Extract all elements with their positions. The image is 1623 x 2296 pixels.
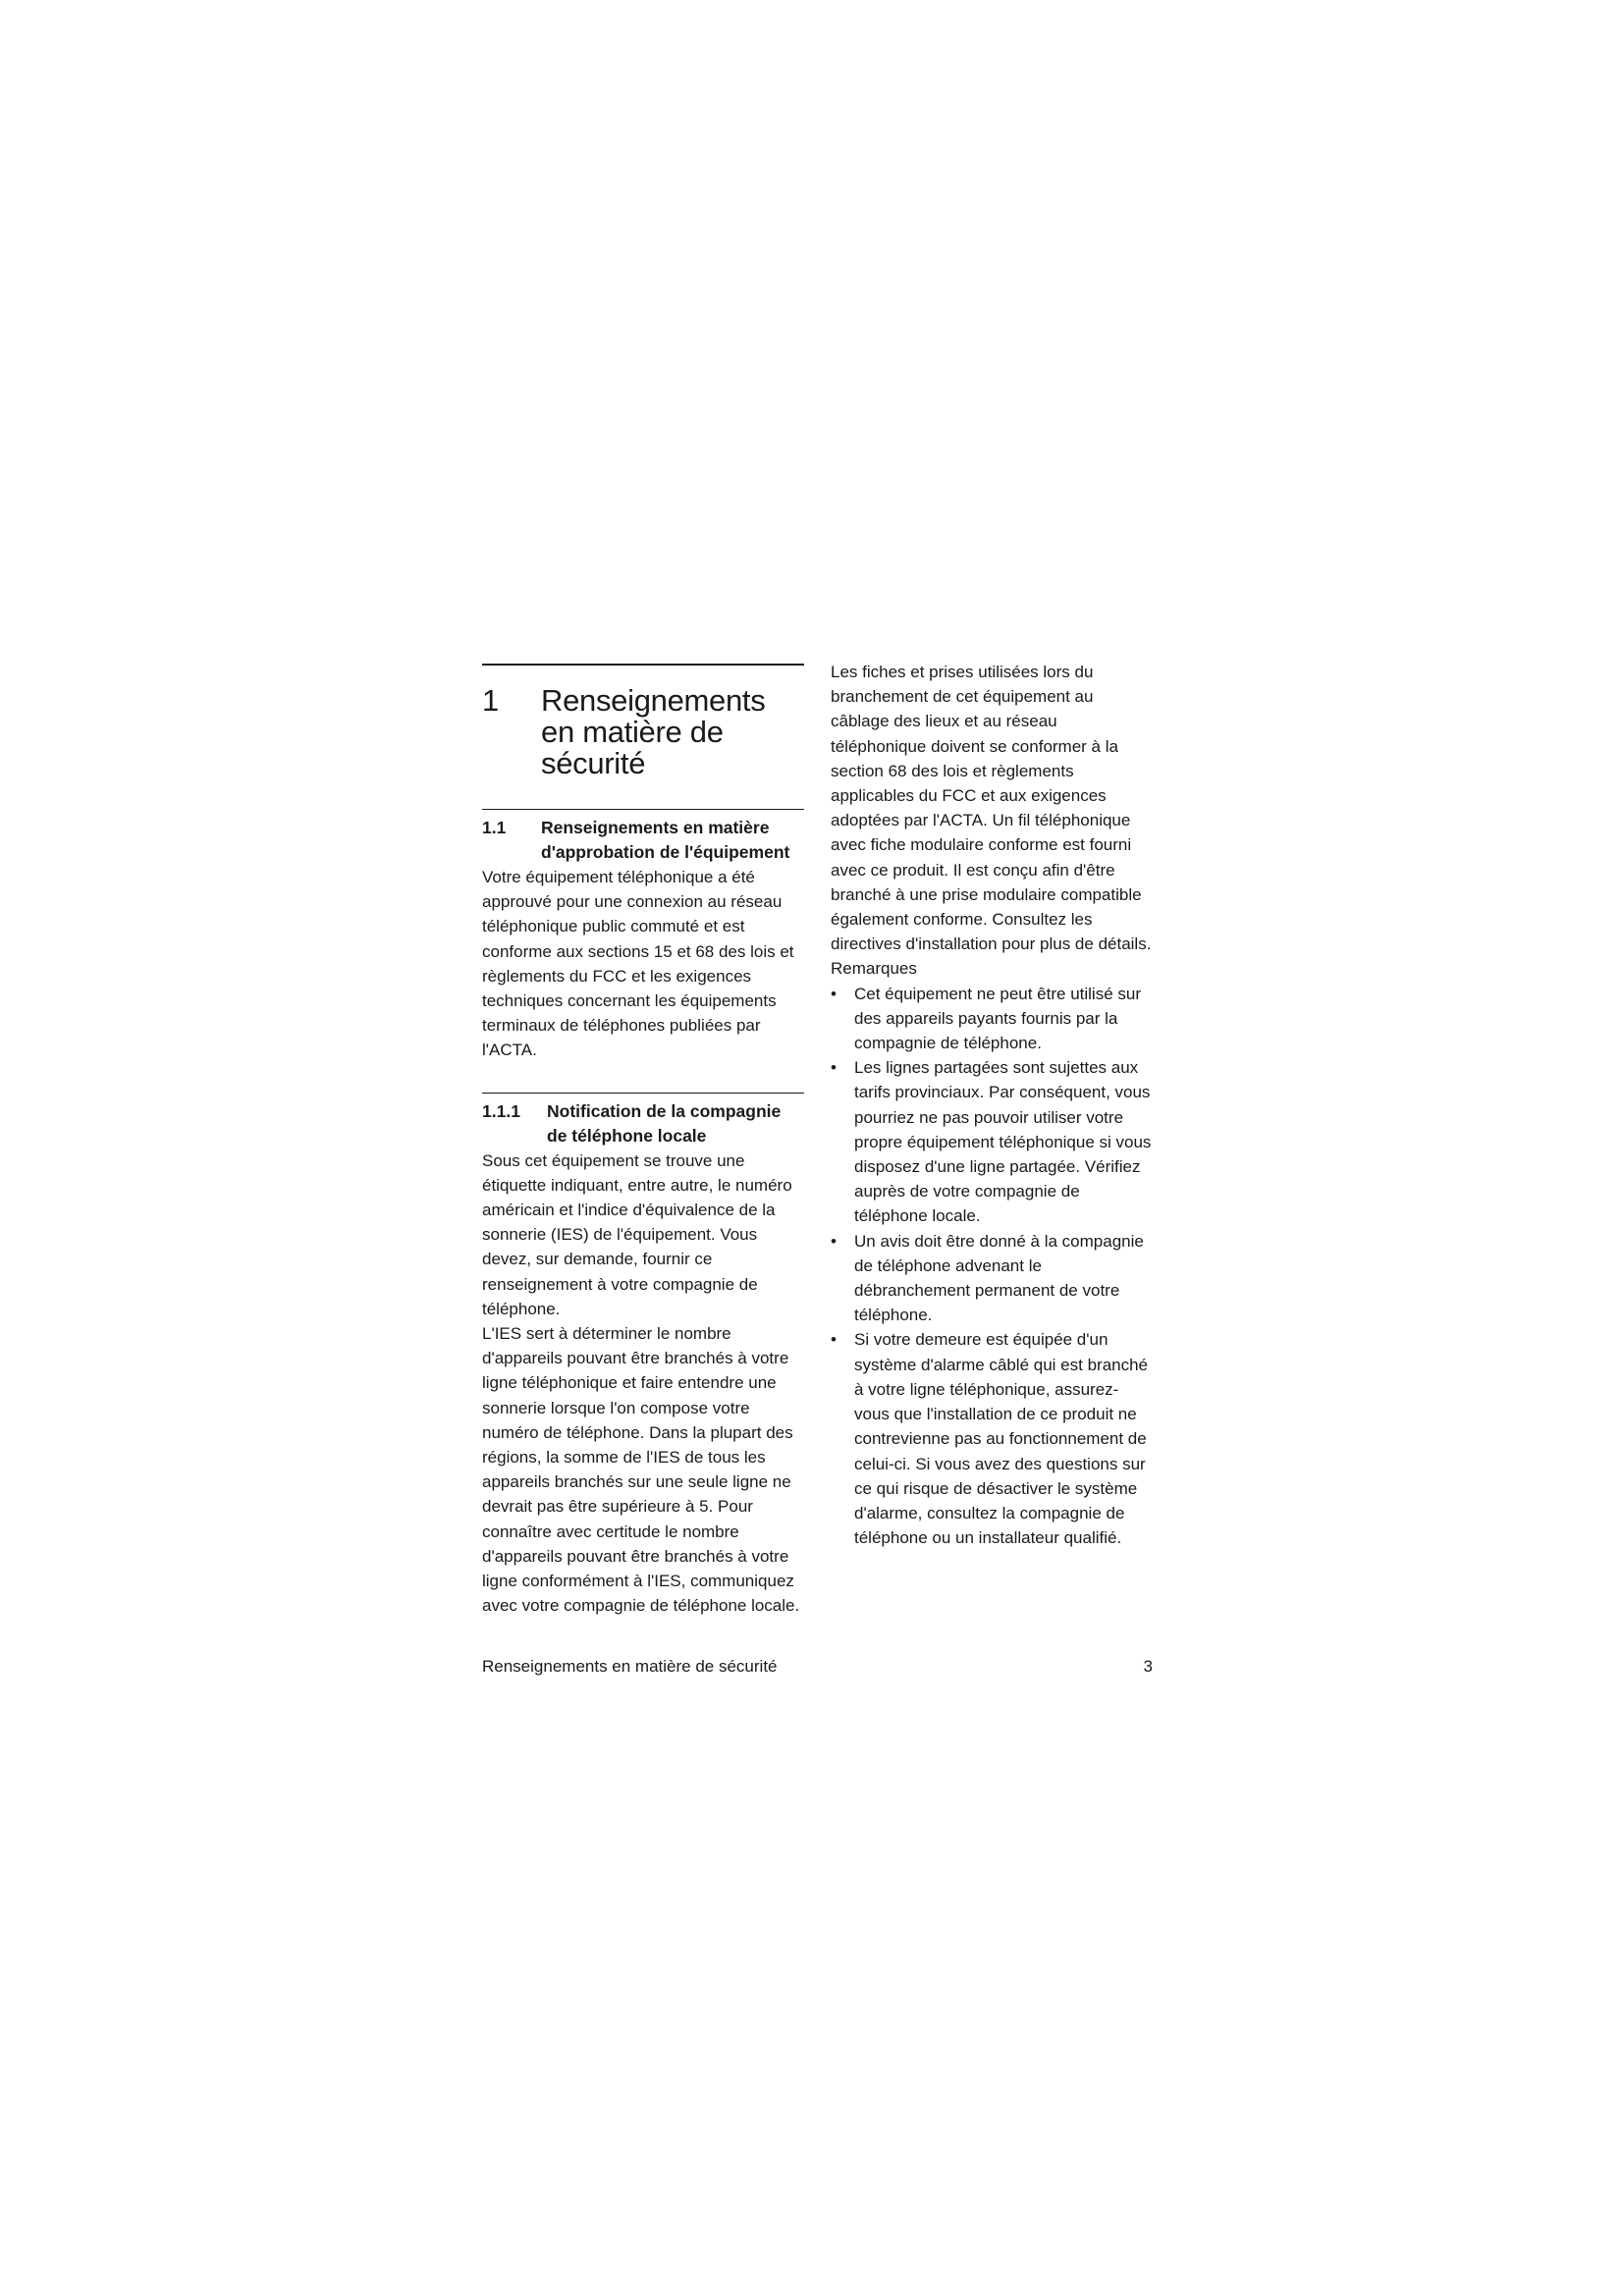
- section-1-1-title: Renseignements en matière d'approbation de l'équipement: [541, 818, 790, 862]
- plugs-intro-paragraph: Les fiches et prises utilisées lors du branchement de cet équipement au câblage des lieux et au réseau téléphonique doivent se conformer à la section 68 des lois et règlements applicables du FCC et aux exigences adoptées par l'ACTA. Un fil téléphonique avec fiche modulaire conforme est fourni avec ce produit. Il est conçu afin d'être branché à une prise modulaire compatible également conforme. Consultez les directives d'installation pour plus de détails.: [831, 663, 1152, 954]
- chapter-top-rule: [482, 664, 804, 666]
- list-item: [831, 1055, 1153, 1228]
- section-1-1-number: 1.1: [482, 818, 507, 837]
- chapter-heading: [482, 685, 804, 779]
- section-1-1-heading: [482, 816, 804, 865]
- bullet-icon: •: [831, 984, 837, 1003]
- remarks-list: [831, 982, 1153, 1551]
- list-item: [831, 982, 1153, 1056]
- section-1-1-1-number: 1.1.1: [482, 1100, 520, 1121]
- page-number: 3: [1143, 1657, 1153, 1676]
- section-1-1-1-body-2: L'IES sert à déterminer le nombre d'appareils pouvant être branchés à votre ligne téléphonique et faire entendre une sonnerie lorsque l'on compose votre numéro de téléphone. Dans la plupart des régions, la somme de l'IES de tous les appareils branchés sur une seule ligne ne devrait pas être supérieure à 5. Pour connaître avec certitude le nombre d'appareils pouvant être branchés à votre ligne conformément à l'IES, communiquez avec votre compagnie de téléphone locale.: [482, 1324, 800, 1616]
- bullet-icon: •: [831, 1058, 837, 1078]
- page-footer: [482, 1655, 1153, 1679]
- list-item-text: Si votre demeure est équipée d'un système d'alarme câblé qui est branché à votre ligne téléphonique, assurez-vous que l'installation de ce produit ne contrevienne pas au fonctionnement de celui-ci. Si vous avez des questions sur ce qui risque de désactiver le système d'alarme, consultez la compagnie de téléphone ou un installateur qualifié.: [854, 1330, 1149, 1548]
- chapter-title: Renseignements en matière de sécurité: [541, 683, 766, 780]
- right-column: [831, 660, 1153, 1550]
- list-item-text: Cet équipement ne peut être utilisé sur des appareils payants fournis par la compagnie de téléphone.: [854, 984, 1142, 1053]
- list-item-text: Les lignes partagées sont sujettes aux tarifs provinciaux. Par conséquent, vous pourriez ne pas pouvoir utiliser votre propre équipement téléphonique si vous disposez d'une ligne partagée. Vérifiez auprès de votre compagnie de téléphone locale.: [854, 1058, 1152, 1226]
- bullet-icon: •: [831, 1231, 837, 1251]
- remarks-label: Remarques: [831, 959, 917, 979]
- section-1-1-rule: [482, 809, 804, 810]
- section-1-1-1-rule: [482, 1093, 804, 1094]
- left-column: [482, 664, 804, 1618]
- section-1-1-1-title: Notification de la compagnie de téléphone locale: [547, 1100, 782, 1146]
- list-item: [831, 1327, 1153, 1550]
- list-item: [831, 1229, 1153, 1328]
- footer-running-title: Renseignements en matière de sécurité: [482, 1657, 778, 1676]
- list-item-text: Un avis doit être donné à la compagnie de téléphone advenant le débranchement permanent de votre téléphone.: [854, 1231, 1144, 1325]
- chapter-number: 1: [482, 683, 499, 718]
- bullet-icon: •: [831, 1330, 837, 1350]
- section-1-1-body: Votre équipement téléphonique a été approuvé pour une connexion au réseau téléphonique public commuté et est conforme aux sections 15 et 68 des lois et règlements du FCC et les exigences techniques concernant les équipements terminaux de téléphones publiées par l'ACTA.: [482, 868, 794, 1060]
- section-1-1-1-heading: [482, 1099, 804, 1148]
- section-1-1-1-body-1: Sous cet équipement se trouve une étiquette indiquant, entre autre, le numéro américain et l'indice d'équivalence de la sonnerie (IES) de l'équipement. Vous devez, sur demande, fournir ce renseignement à votre compagnie de téléphone.: [482, 1150, 792, 1318]
